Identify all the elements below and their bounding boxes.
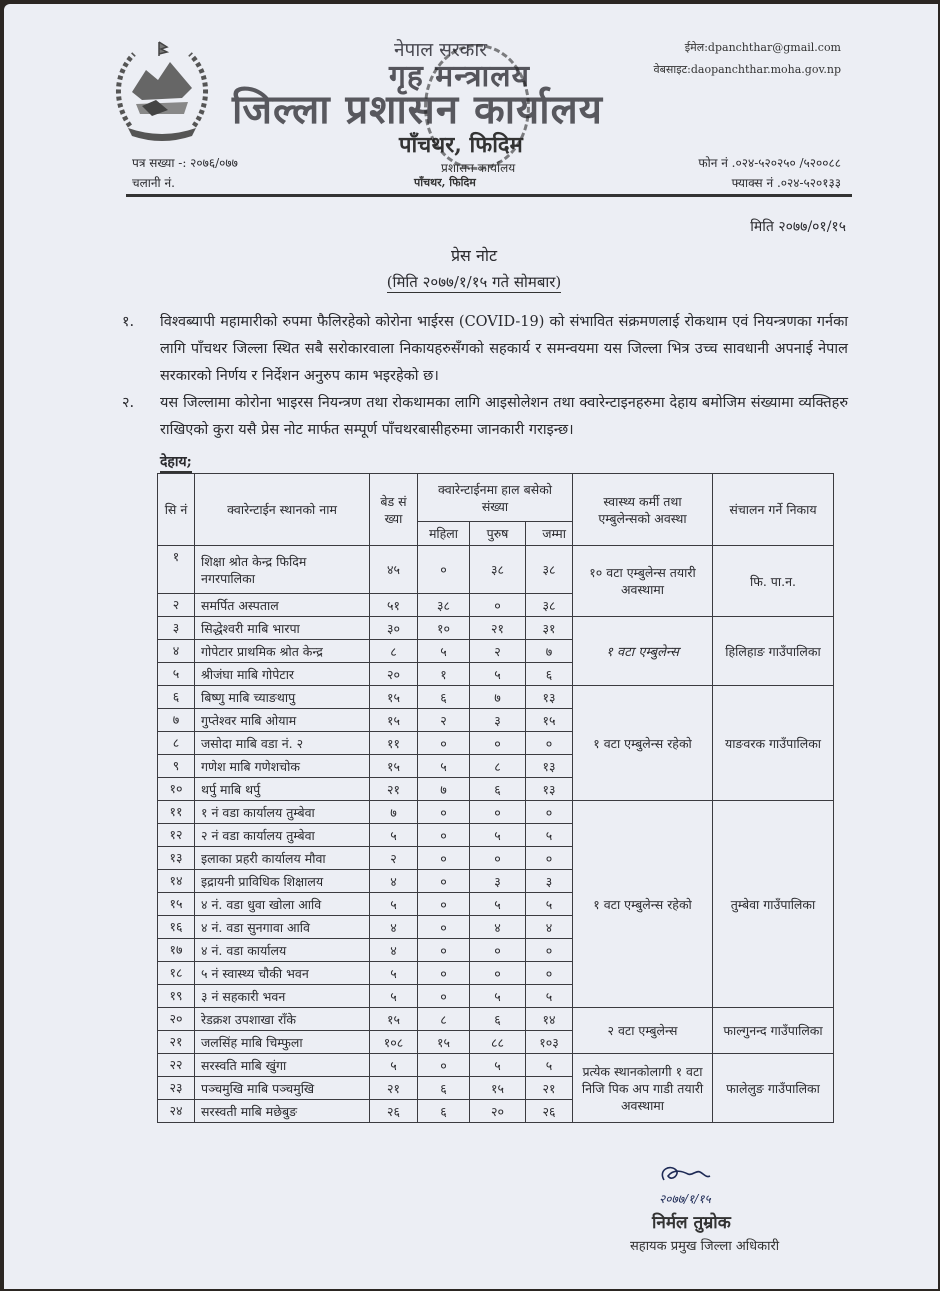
cell-female: १५: [418, 1031, 470, 1054]
cell-male: ३: [470, 709, 526, 732]
cell-name: इद्रायनी प्राविधिक शिक्षालय: [195, 870, 370, 893]
cell-name: १ नं वडा कार्यालय तुम्बेवा: [195, 801, 370, 824]
cell-total: १३: [526, 686, 573, 709]
cell-male: ८८: [470, 1031, 526, 1054]
cell-female: ०: [418, 1054, 470, 1077]
cell-beds: २१: [370, 1077, 418, 1100]
paragraph-2: [122, 390, 848, 444]
cell-name: गुप्तेश्वर माबि ओयाम: [195, 709, 370, 732]
cell-operator: तुम्बेवा गाउँपालिका: [713, 801, 834, 1008]
cell-beds: २०: [370, 663, 418, 686]
table-label: देहाय;: [160, 452, 192, 473]
cell-health-handwritten: १ वटा एम्बुलेन्स: [573, 617, 713, 686]
paragraph-number: २.: [122, 395, 135, 411]
cell-male: ०: [470, 594, 526, 617]
cell-male: ०: [470, 939, 526, 962]
cell-female: १: [418, 663, 470, 686]
cell-sn: २२: [158, 1054, 195, 1077]
cell-total: ५: [526, 893, 573, 916]
cell-male: ५: [470, 1054, 526, 1077]
signature-date: २०७७/१/१५: [659, 1192, 711, 1206]
cell-sn: २: [158, 594, 195, 617]
table-row: [158, 1008, 834, 1031]
stamp-text-location: पाँचथर, फिदिम: [414, 176, 476, 189]
quarantine-table: [157, 473, 834, 1123]
cell-sn: १०: [158, 778, 195, 801]
cell-sn: १७: [158, 939, 195, 962]
cell-female: ०: [418, 732, 470, 755]
subtitle-text: (मिति २०७७/१/१५ गते सोमबार): [386, 273, 562, 291]
nepal-emblem-icon: [112, 40, 212, 146]
signatory-name: निर्मल तुम्रोक: [652, 1213, 731, 1233]
cell-male: ५: [470, 893, 526, 916]
cell-beds: १०८: [370, 1031, 418, 1054]
cell-female: ६: [418, 1077, 470, 1100]
cell-male: ३: [470, 870, 526, 893]
cell-name: ५ नं स्वास्थ्य चौकी भवन: [195, 962, 370, 985]
cell-male: ०: [470, 801, 526, 824]
fax-number: फ्याक्स नं .०२४-५२०१३३: [731, 176, 841, 190]
signature-scribble-icon: [654, 1162, 714, 1188]
cell-female: ०: [418, 916, 470, 939]
paragraph-text: यस जिल्लामा कोरोना भाइरस नियन्त्रण तथा रोकथामका लागि आइसोलेशन तथा क्वारेन्टाइनहरुमा देहाय बमोजिम संख्यामा व्यक्तिहरु राखिएको कुरा यसै प्रेस नोट मार्फत सम्पूर्ण पाँचथरबासीहरुमा जानकारी गराइन्छ।: [160, 395, 848, 438]
cell-female: १०: [418, 617, 470, 640]
header-sn: सि नं: [158, 474, 195, 546]
cell-name: गणेश माबि गणेशचोक: [195, 755, 370, 778]
cell-male: ३८: [470, 546, 526, 594]
cell-sn: ८: [158, 732, 195, 755]
cell-sn: २४: [158, 1100, 195, 1123]
cell-beds: ५: [370, 824, 418, 847]
cell-sn: ९: [158, 755, 195, 778]
table-row: [158, 617, 834, 640]
cell-name: ४ नं. वडा कार्यालय: [195, 939, 370, 962]
cell-beds: ४: [370, 870, 418, 893]
cell-total: १३: [526, 755, 573, 778]
cell-beds: ४: [370, 916, 418, 939]
cell-total: ६: [526, 663, 573, 686]
cell-male: ७: [470, 686, 526, 709]
cell-name: ३ नं सहकारी भवन: [195, 985, 370, 1008]
cell-name: गोपेटार प्राथमिक श्रोत केन्द्र: [195, 640, 370, 663]
cell-male: ६: [470, 778, 526, 801]
cell-total: ३: [526, 870, 573, 893]
cell-beds: १५: [370, 755, 418, 778]
cell-female: ०: [418, 801, 470, 824]
email-address: ईमेल:dpanchthar@gmail.com: [684, 41, 841, 54]
cell-female: ३८: [418, 594, 470, 617]
cell-male: १५: [470, 1077, 526, 1100]
cell-female: ७: [418, 778, 470, 801]
cell-beds: ४५: [370, 546, 418, 594]
cell-health: १ वटा एम्बुलेन्स रहेको: [573, 801, 713, 1008]
table-header-row: [158, 474, 834, 522]
cell-health: २ वटा एम्बुलेन्स: [573, 1008, 713, 1054]
cell-sn: ४: [158, 640, 195, 663]
reference-number: पत्र सख्या -: २०७६/०७७: [132, 156, 238, 170]
cell-beds: २: [370, 847, 418, 870]
cell-beds: ७: [370, 801, 418, 824]
cell-female: ०: [418, 870, 470, 893]
cell-beds: १५: [370, 709, 418, 732]
dispatch-number: चलानी नं.: [132, 176, 175, 190]
cell-total: ०: [526, 732, 573, 755]
table-row: [158, 801, 834, 824]
cell-male: २१: [470, 617, 526, 640]
cell-beds: २१: [370, 778, 418, 801]
cell-beds: ३०: [370, 617, 418, 640]
official-stamp: [424, 44, 530, 170]
cell-sn: १८: [158, 962, 195, 985]
cell-name: ४ नं. वडा सुनगावा आवि: [195, 916, 370, 939]
cell-female: ०: [418, 824, 470, 847]
cell-beds: ५: [370, 893, 418, 916]
cell-female: ५: [418, 755, 470, 778]
cell-male: ६: [470, 1008, 526, 1031]
cell-sn: १९: [158, 985, 195, 1008]
paragraph-1: [122, 309, 848, 390]
cell-beds: २६: [370, 1100, 418, 1123]
cell-beds: ५: [370, 985, 418, 1008]
header-divider: [126, 194, 852, 197]
cell-operator: फाल्गुनन्द गाउँपालिका: [713, 1008, 834, 1054]
header-health: स्वास्थ्य कर्मी तथा एम्बुलेन्सको अवस्था: [573, 474, 713, 546]
cell-sn: १२: [158, 824, 195, 847]
cell-total: ३८: [526, 594, 573, 617]
table-row: [158, 546, 834, 594]
cell-total: १३: [526, 778, 573, 801]
cell-sn: १३: [158, 847, 195, 870]
cell-beds: ५१: [370, 594, 418, 617]
header-female: महिला: [418, 522, 470, 546]
office-place: पाँचथर, फिदिम: [399, 132, 523, 158]
cell-health: १० वटा एम्बुलेन्स तयारी अवस्थामा: [573, 546, 713, 617]
cell-female: २: [418, 709, 470, 732]
government-name: नेपाल सरकार: [394, 39, 488, 61]
cell-total: ७: [526, 640, 573, 663]
cell-beds: ८: [370, 640, 418, 663]
cell-male: ८: [470, 755, 526, 778]
cell-sn: १४: [158, 870, 195, 893]
cell-name: जलसिंह माबि चिम्फुला: [195, 1031, 370, 1054]
cell-sn: ३: [158, 617, 195, 640]
header-total: जम्मा: [526, 522, 573, 546]
cell-total: ५: [526, 824, 573, 847]
cell-sn: २३: [158, 1077, 195, 1100]
cell-total: ०: [526, 801, 573, 824]
cell-name: सरस्वति माबि खुंगा: [195, 1054, 370, 1077]
cell-male: २०: [470, 1100, 526, 1123]
cell-beds: ११: [370, 732, 418, 755]
cell-total: १०३: [526, 1031, 573, 1054]
document-date: मिति २०७७/०१/१५: [750, 219, 846, 235]
cell-total: ३१: [526, 617, 573, 640]
cell-male: २: [470, 640, 526, 663]
cell-name: पञ्चमुखि माबि पञ्चमुखि: [195, 1077, 370, 1100]
cell-female: ८: [418, 1008, 470, 1031]
header-operator: संचालन गर्ने निकाय: [713, 474, 834, 546]
cell-female: ०: [418, 893, 470, 916]
cell-female: ५: [418, 640, 470, 663]
header-occupancy: क्वारेन्टाईनमा हाल बसेको संख्या: [418, 474, 573, 522]
ministry-name: गृह मन्त्रालय: [389, 59, 531, 94]
cell-name: ४ नं. वडा धुवा खोला आवि: [195, 893, 370, 916]
cell-beds: १५: [370, 1008, 418, 1031]
cell-total: १४: [526, 1008, 573, 1031]
cell-name: सिद्धेश्वरी माबि भारपा: [195, 617, 370, 640]
cell-beds: १५: [370, 686, 418, 709]
cell-total: २६: [526, 1100, 573, 1123]
cell-operator: फालेलुङ गाउँपालिका: [713, 1054, 834, 1123]
cell-sn: २०: [158, 1008, 195, 1031]
cell-beds: ५: [370, 962, 418, 985]
cell-female: ०: [418, 962, 470, 985]
paragraph-number: १.: [122, 314, 135, 330]
cell-health: १ वटा एम्बुलेन्स रहेको: [573, 686, 713, 801]
cell-male: ५: [470, 663, 526, 686]
cell-total: ४: [526, 916, 573, 939]
cell-sn: १६: [158, 916, 195, 939]
cell-female: ०: [418, 985, 470, 1008]
cell-total: १५: [526, 709, 573, 732]
header-name: क्वारेन्टाईन स्थानको नाम: [195, 474, 370, 546]
document-subtitle: [4, 272, 940, 292]
header-beds: बेड सं ख्या: [370, 474, 418, 546]
document-page: [4, 4, 938, 1289]
cell-total: २१: [526, 1077, 573, 1100]
cell-sn: ६: [158, 686, 195, 709]
office-name: जिल्ला प्रशासन कार्यालय: [232, 86, 603, 133]
cell-total: ५: [526, 985, 573, 1008]
cell-name: श्रीजंघा माबि गोपेटार: [195, 663, 370, 686]
cell-name: २ नं वडा कार्यालय तुम्बेवा: [195, 824, 370, 847]
cell-sn: ७: [158, 709, 195, 732]
cell-total: ३८: [526, 546, 573, 594]
cell-male: ०: [470, 732, 526, 755]
cell-operator: याङवरक गाउँपालिका: [713, 686, 834, 801]
phone-number: फोन नं .०२४-५२०२५० /५२००८८: [698, 156, 841, 170]
cell-female: ०: [418, 546, 470, 594]
table-row: [158, 686, 834, 709]
cell-sn: ११: [158, 801, 195, 824]
cell-male: ०: [470, 847, 526, 870]
website-address: वेबसाइट:daopanchthar.moha.gov.np: [653, 63, 841, 76]
cell-sn: १५: [158, 893, 195, 916]
cell-name: बिष्णु माबि च्याङथापु: [195, 686, 370, 709]
cell-female: ०: [418, 847, 470, 870]
cell-operator: फि. पा.न.: [713, 546, 834, 617]
cell-male: ०: [470, 962, 526, 985]
cell-name: इलाका प्रहरी कार्यालय मौवा: [195, 847, 370, 870]
cell-female: ६: [418, 1100, 470, 1123]
cell-total: ०: [526, 962, 573, 985]
cell-male: ४: [470, 916, 526, 939]
cell-sn: ५: [158, 663, 195, 686]
cell-name: सरस्वती माबि मछेबुङ: [195, 1100, 370, 1123]
cell-name: जसोदा माबि वडा नं. २: [195, 732, 370, 755]
cell-name: शिक्षा श्रोत केन्द्र फिदिम नगरपालिका: [195, 546, 370, 594]
header-male: पुरुष: [470, 522, 526, 546]
cell-name: समर्पित अस्पताल: [195, 594, 370, 617]
cell-operator: हिलिहाङ गाउँपालिका: [713, 617, 834, 686]
cell-female: ०: [418, 939, 470, 962]
cell-name: थर्पु माबि थर्पु: [195, 778, 370, 801]
cell-name: रेडक्रश उपशाखा राँके: [195, 1008, 370, 1031]
cell-total: ५: [526, 1054, 573, 1077]
cell-male: ५: [470, 985, 526, 1008]
cell-male: ५: [470, 824, 526, 847]
cell-total: ०: [526, 939, 573, 962]
cell-sn: २१: [158, 1031, 195, 1054]
cell-beds: ४: [370, 939, 418, 962]
paragraph-text: विश्वब्यापी महामारीको रुपमा फैलिरहेको कोरोना भाईरस (COVID-19) को संभावित संक्रमणलाई रोकथाम एवं नियन्त्रणका गर्नका लागि पाँचथर जिल्ला स्थित सबै सरोकारवाला निकायहरुसँगको सहकार्य र समन्वयमा यस जिल्ला भित्र उच्च सावधानी अपनाई नेपाल सरकारको निर्णय र निर्देशन अनुरुप काम भइरहेको छ।: [160, 314, 848, 384]
cell-beds: ५: [370, 1054, 418, 1077]
cell-sn: १: [158, 546, 195, 594]
cell-female: ६: [418, 686, 470, 709]
cell-total: ०: [526, 847, 573, 870]
document-title: प्रेस नोट: [450, 246, 498, 265]
cell-health: प्रत्येक स्थानकोलागी १ वटा निजि पिक अप गाडी तयारी अवस्थामा: [573, 1054, 713, 1123]
stamp-text: प्रशासन कार्यालय: [441, 161, 516, 175]
signatory-title: सहायक प्रमुख जिल्ला अधिकारी: [630, 1239, 780, 1254]
table-row: [158, 1054, 834, 1077]
